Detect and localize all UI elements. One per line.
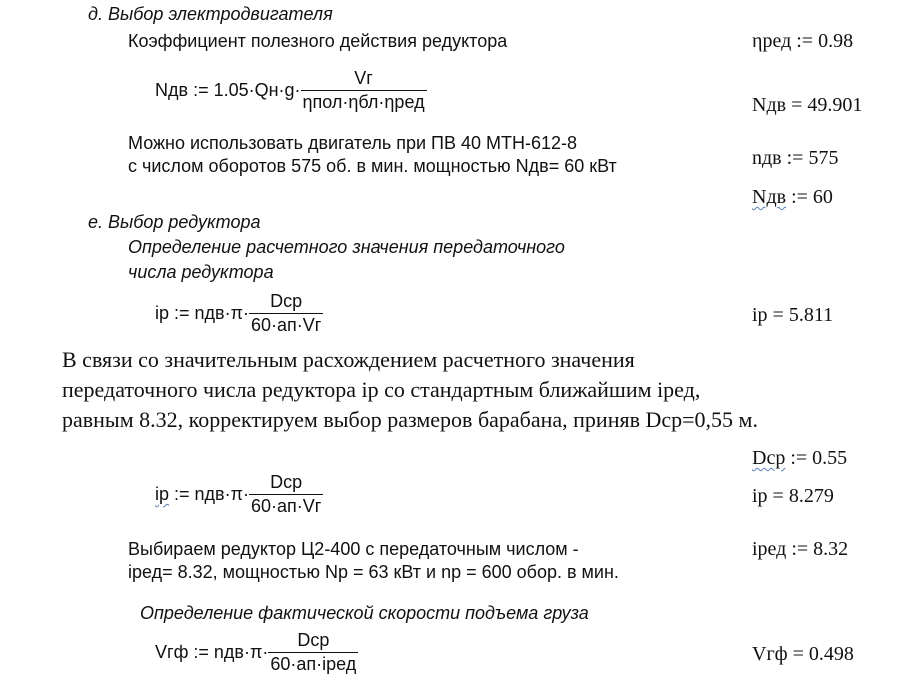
- ratio-formula-denominator: 60·aп·Vг: [251, 315, 322, 335]
- speed-result: nдв := 575: [752, 147, 839, 169]
- ratio-result: iр = 5.811: [752, 304, 834, 326]
- vf-formula-lhs: Vгф := nдв·π·: [155, 642, 269, 662]
- dcp-assign: [752, 447, 847, 470]
- ratio2-fraction: [249, 472, 323, 517]
- reducer-text-line2: iред= 8.32, мощностью Nр = 63 кВт и nр = 600 обор. в мин.: [128, 562, 619, 582]
- paragraph-line1: В связи со значительным расхождением расчетного значения: [62, 347, 635, 372]
- reducer-text-line1: Выбираем редуктор Ц2-400 с передаточным числом -: [128, 539, 579, 559]
- vf-formula: [155, 630, 358, 675]
- ratio-subtitle-line1: Определение расчетного значения передаточного: [128, 237, 565, 257]
- paragraph-line2: передаточного числа редуктора iр со стандартным ближайшим iред,: [62, 377, 701, 402]
- ratio2-result: iр = 8.279: [752, 485, 834, 507]
- power-formula-numerator: Vг: [301, 68, 427, 91]
- motor-text-line2: с числом оборотов 575 об. в мин. мощностью Nдв= 60 кВт: [128, 156, 617, 176]
- ratio2-numerator: Dср: [249, 472, 323, 495]
- power-formula-lhs: Nдв := 1.05·Qн·g·: [155, 80, 301, 100]
- ratio-formula: [155, 291, 323, 336]
- speed-title: Определение фактической скорости подъема груза: [140, 603, 589, 623]
- ratio2-formula: [155, 472, 323, 517]
- ratio2-denominator: 60·aп·Vг: [251, 496, 322, 516]
- vf-numerator: Dср: [268, 630, 358, 653]
- power-assign: [752, 186, 833, 209]
- section-d-title: д. Выбор электродвигателя: [88, 4, 333, 24]
- vf-result: Vгф = 0.498: [752, 643, 854, 665]
- power-result: Nдв = 49.901: [752, 94, 863, 116]
- power-formula-fraction: [301, 68, 427, 113]
- ratio2-var: iр: [155, 484, 170, 504]
- power-assign-var: Nдв: [752, 186, 787, 208]
- vf-denominator: 60·aп·iред: [270, 654, 357, 674]
- ratio2-lhs: := nдв·π·: [169, 484, 250, 504]
- ratio-subtitle-line2: числа редуктора: [128, 262, 274, 282]
- efficiency-label: Коэффициент полезного действия редуктора: [128, 31, 508, 51]
- ratio-formula-fraction: [249, 291, 323, 336]
- dcp-assign-var: Dср: [752, 447, 786, 469]
- section-e-title: е. Выбор редуктора: [88, 212, 261, 232]
- power-assign-rest: := 60: [786, 186, 833, 208]
- eta-result: ηред := 0.98: [752, 30, 854, 52]
- ratio-formula-numerator: Dср: [249, 291, 323, 314]
- power-formula: [155, 68, 427, 113]
- paragraph-line3: равным 8.32, корректируем выбор размеров барабана, приняв Dср=0,55 м.: [62, 407, 758, 432]
- dcp-assign-rest: := 0.55: [785, 447, 848, 469]
- motor-text-line1: Можно использовать двигатель при ПВ 40 МТН-612-8: [128, 133, 577, 153]
- ired-result: iред := 8.32: [752, 538, 849, 560]
- power-formula-denominator: ηпол·ηбл·ηред: [302, 92, 425, 112]
- ratio-formula-lhs: iр := nдв·π·: [155, 303, 250, 323]
- vf-fraction: [268, 630, 358, 675]
